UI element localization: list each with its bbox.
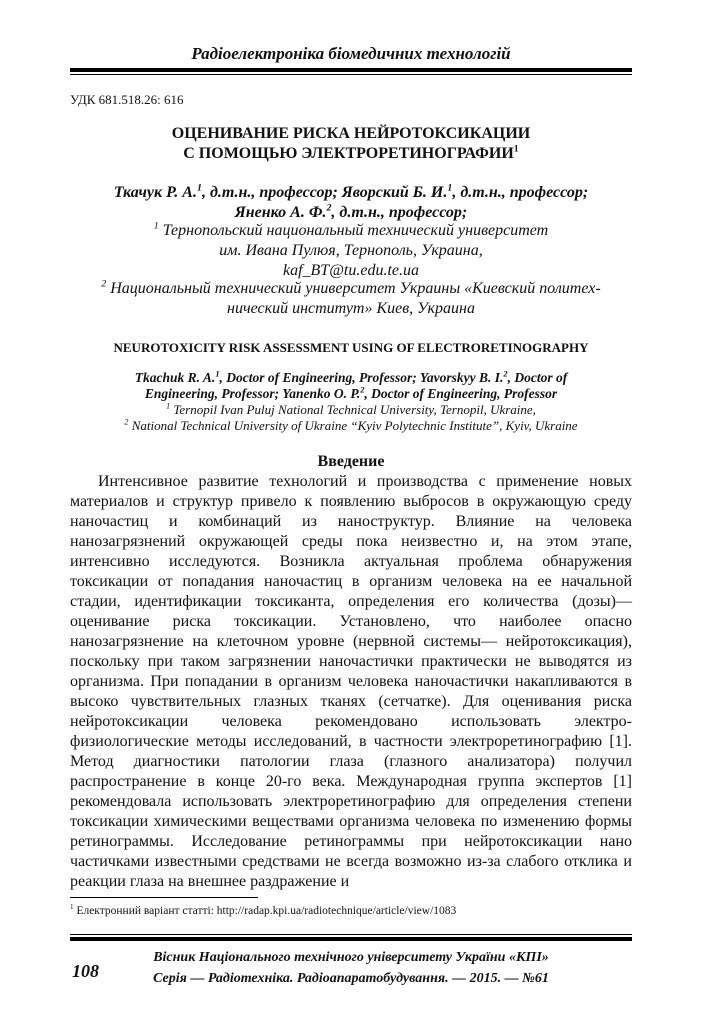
author-en-sup: 1	[215, 369, 220, 379]
affiliation-line: нический институт» Киев, Украина	[227, 300, 475, 317]
author-en-text: , Doctor of	[507, 370, 568, 385]
author-sup: 2	[326, 202, 332, 214]
author-en-sup: 2	[360, 385, 365, 395]
affiliation-en-line: National Technical University of Ukraine “Kyiv Polytechnic Institute”, Kyiv, Ukraine	[131, 418, 578, 433]
contact-email: kaf_BT@tu.edu.te.ua	[282, 262, 420, 279]
footer-rule	[70, 934, 632, 941]
affiliation-ru-1	[70, 221, 632, 281]
author-credentials: , д.т.н., профессор;	[331, 204, 468, 221]
author-sup: 1	[447, 182, 453, 194]
affiliation-line: им. Ивана Пулюя, Тернополь, Украина,	[219, 242, 483, 259]
affiliation-en-line: Ternopil Ivan Puluj National Technical University, Ternopil, Ukraine,	[173, 402, 536, 417]
affiliation-ru-2	[70, 279, 632, 319]
author-en-text: Engineering, Professor; Yanenko O. P.	[144, 386, 361, 401]
author-credentials: , д.т.н., профессор;	[201, 184, 342, 201]
footer-journal	[70, 947, 632, 989]
affiliation-line: Национальный технический университет Украины «Киевский политех-	[110, 280, 601, 297]
author-name: Ткачук Р. А.	[113, 184, 197, 201]
author-en-text: , Doctor of Engineering, Professor; Yavorskyy B. I.	[219, 370, 504, 385]
article-title	[70, 124, 632, 164]
footnote-sup: 1	[70, 903, 74, 912]
body-paragraph: Интенсивное развитие технологий и производства с применение новых материалов и структур привело к появлению выбросов в окружающую среду наночастиц и комбинаций из наноструктур. Влияние на человека нанозагрязнений окружающей среды пока неизвестно и, на этом этапе, интенсивно исследуются. Возникла актуальная проблема обнаружения токсикации от попадания наночастиц в организм человека на ее начальной стадии, идентификации токсиканта, определения его количества (дозы)— оценивание риска токсикации. Установлено, что наиболее опасно нанозагрязнение на клеточном уровне (нервной системы— нейротоксикация), поскольку при таком загрязнении наночастички практически не выводятся из организма. При попадании в организм человека наночастички накапливаются в высоко чувствительных глазных тканях (сетчатке). Для оценивания риска нейротоксикации человека рекомендовано использовать электро- физиологические методы исследований, в частности электроретинографию [1]. Метод диагностики патологии глаза (глазного анализатора) получил распространение в конце 20-го века. Международная группа экспертов [1] рекомендовала использовать электроретинографию для определения степени токсикации химическими веществами организма человека по изменению формы ретинограммы. Исследование ретинограммы при нейротоксикации нано частичками известными средствами не всегда возможно из-за слабого отклика и реакции глаза на внешнее раздражение и	[70, 473, 632, 890]
affiliation-sup: 1	[153, 220, 159, 232]
author-name: Яненко А. Ф.	[234, 204, 327, 221]
author-en-text: , Doctor of Engineering, Professor	[364, 386, 558, 401]
author-en-text: Tkachuk R. A.	[134, 370, 216, 385]
english-title: NEUROTOXICITY RISK ASSESSMENT USING OF ELECTRORETINOGRAPHY	[113, 340, 589, 355]
footnote-rule	[70, 897, 258, 898]
header-rule	[70, 68, 632, 75]
authors-ru	[70, 183, 632, 223]
author-credentials: , д.т.н., профессор;	[452, 184, 589, 201]
title-footnote-mark: 1	[513, 143, 519, 155]
udk-code: УДК 681.518.26: 616	[70, 92, 184, 107]
author-name: Яворский Б. И.	[341, 184, 448, 201]
footer-journal-line-2: Серія — Радіотехніка. Радіоапаратобудування. — 2015. — №61	[153, 971, 549, 986]
author-en-sup: 2	[503, 369, 508, 379]
running-header-title: Радіоелектроніка біомедичних технологій	[191, 44, 511, 63]
authors-en	[70, 370, 632, 402]
footer-journal-line-1: Вісник Національного технічного університету України «КПІ»	[153, 950, 549, 965]
affiliation-sup: 2	[101, 278, 107, 290]
affiliation-line: Тернопольский национальный технический университет	[162, 222, 549, 239]
section-heading: Введение	[317, 453, 385, 470]
footnote	[70, 905, 456, 917]
title-line-1: ОЦЕНИВАНИЕ РИСКА НЕЙРОТОКСИКАЦИИ	[171, 125, 531, 142]
author-sup: 1	[196, 182, 202, 194]
affiliation-en-sup: 2	[124, 417, 129, 427]
footnote-text: Електронний варіант статті: http://radap.kpi.ua/radiotechnique/article/view/1083	[73, 905, 457, 917]
page-number: 108	[72, 961, 99, 981]
title-line-2: С ПОМОЩЬЮ ЭЛЕКТРОРЕТИНОГРАФИИ	[183, 145, 514, 162]
affiliation-en-sup: 1	[166, 401, 171, 411]
affiliations-en	[70, 402, 632, 434]
